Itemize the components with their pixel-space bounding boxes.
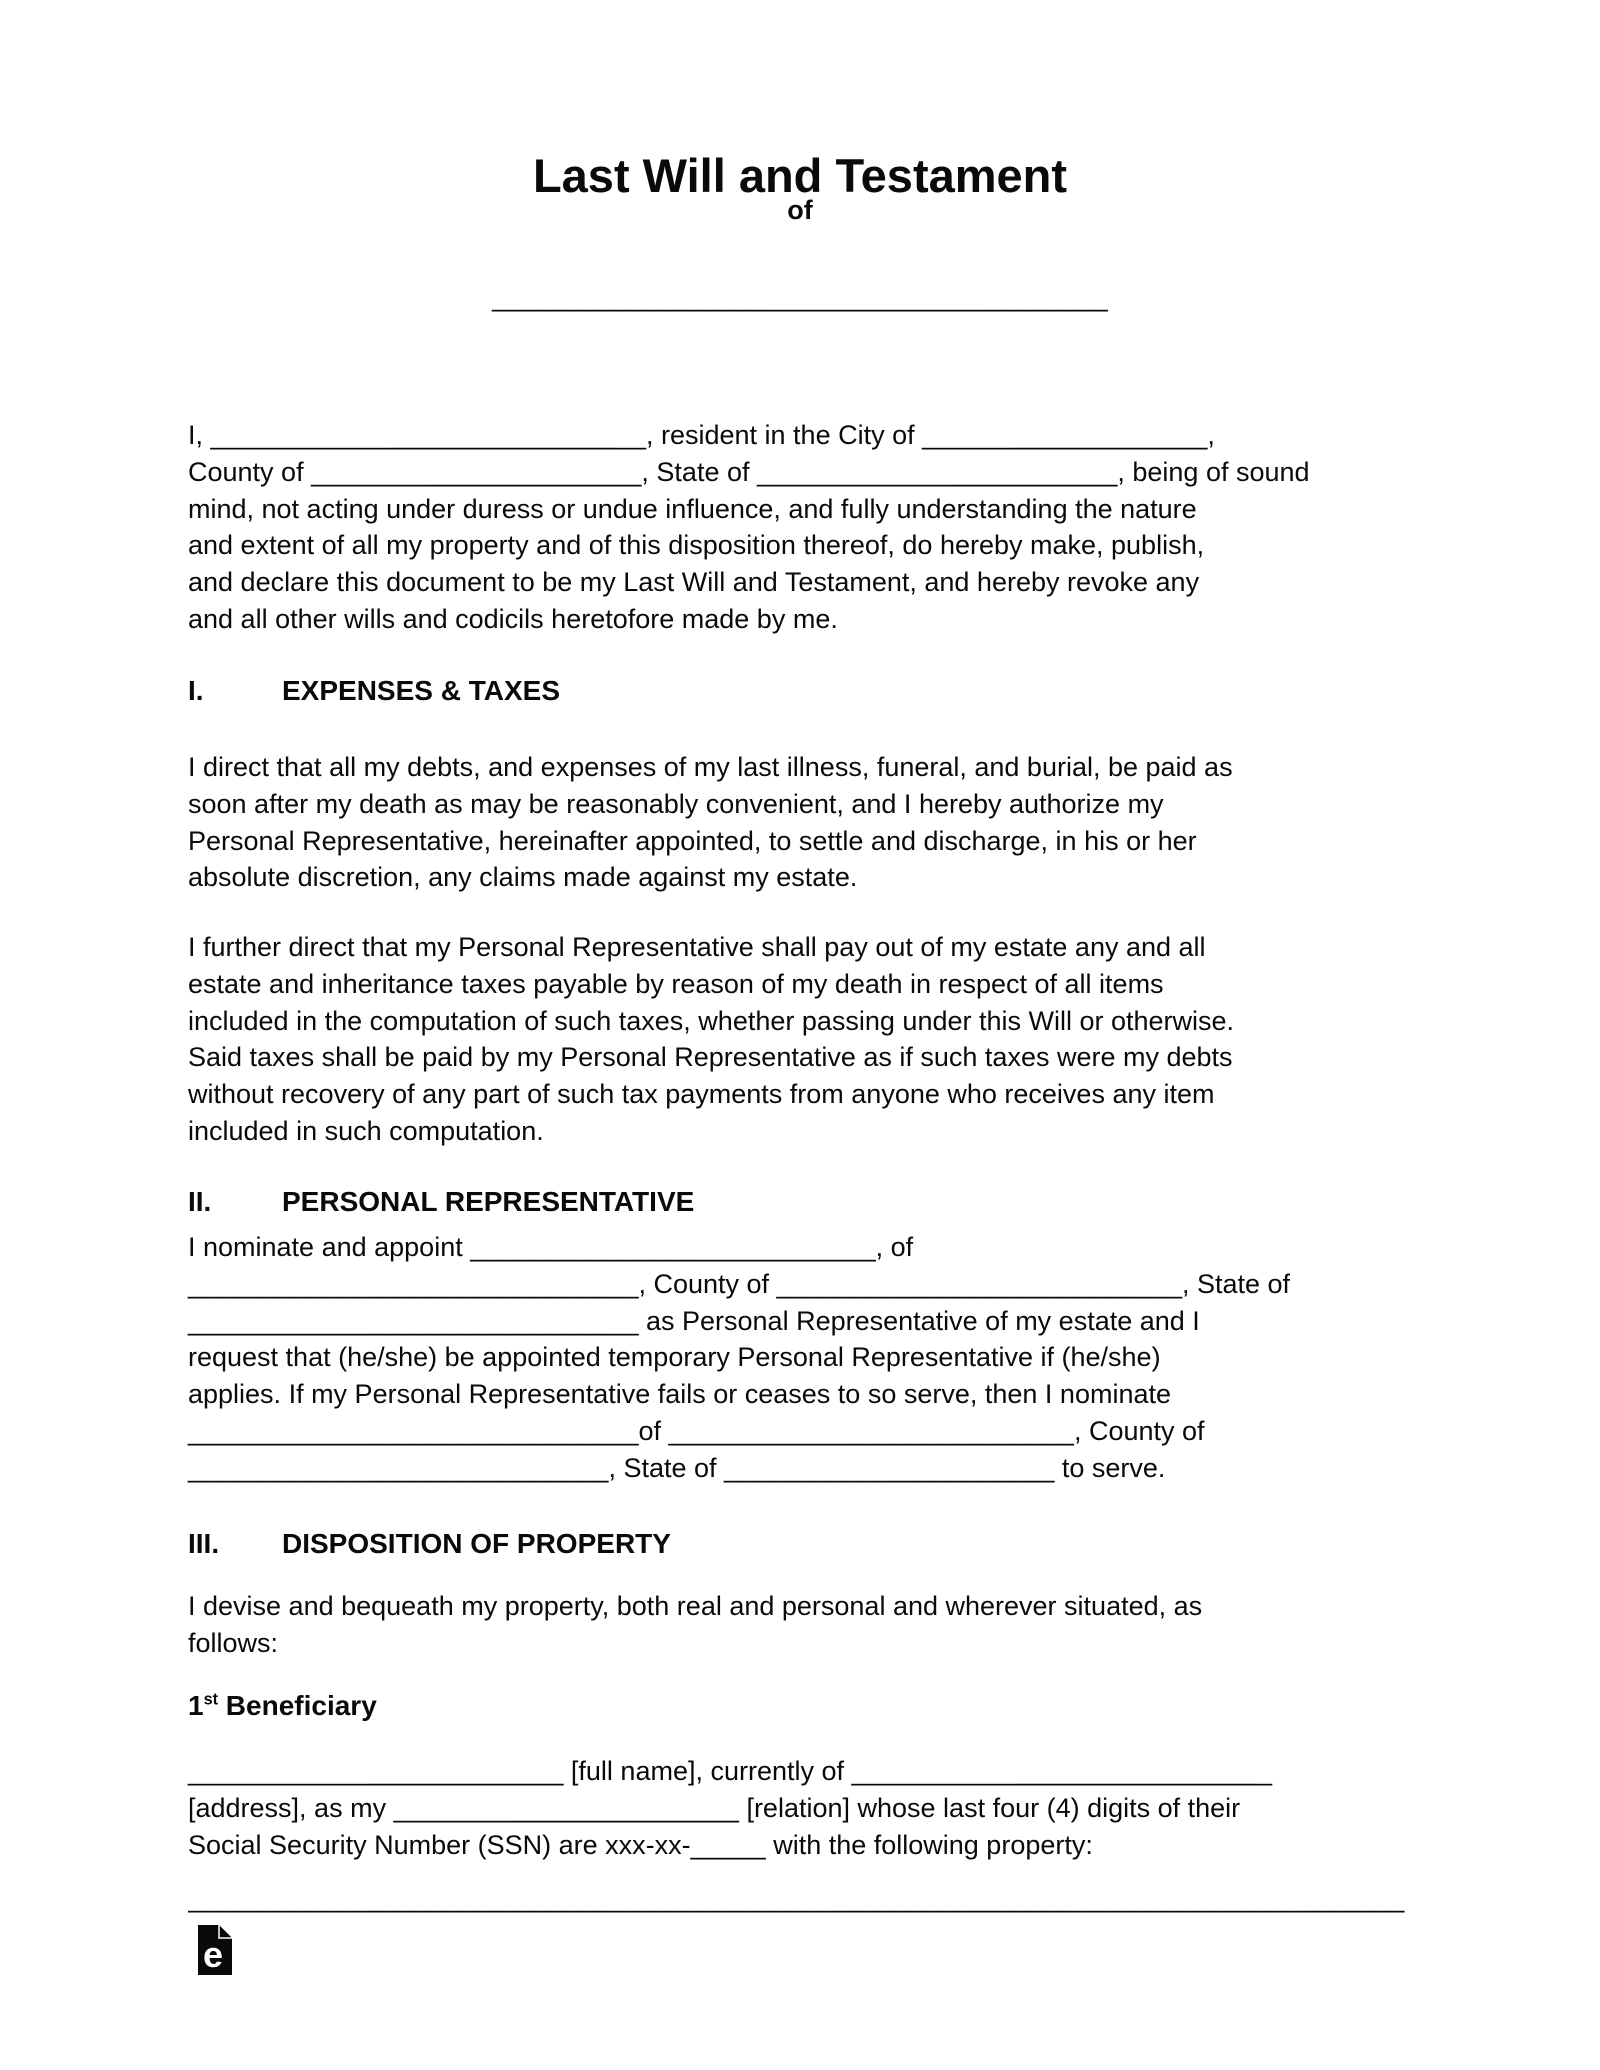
text-line: Personal Representative, hereinafter appointed, to settle and discharge, in his or her — [188, 825, 1197, 856]
text-line: absolute discretion, any claims made against my estate. — [188, 862, 858, 893]
text-line: included in the computation of such taxes, whether passing under this Will or otherwise. — [188, 1005, 1235, 1036]
text-line: Social Security Number (SSN) are xxx-xx-_____ with the following property: — [188, 1829, 1093, 1860]
text-line: [address], as my _______________________ [relation] whose last four (4) digits of their — [188, 1792, 1241, 1823]
beneficiary-1-paragraph — [188, 1753, 1428, 1863]
intro-paragraph — [188, 417, 1428, 638]
beneficiary-label: Beneficiary — [218, 1690, 377, 1721]
text-line: follows: — [188, 1627, 279, 1658]
eforms-logo-letter: e — [203, 1934, 224, 1975]
text-line: estate and inheritance taxes payable by reason of my death in respect of all items — [188, 968, 1164, 999]
section-2-heading — [188, 1183, 1412, 1220]
text-line: request that (he/she) be appointed temporary Personal Representative if (he/she) — [188, 1342, 1161, 1373]
eforms-logo — [198, 1925, 232, 1975]
text-line: _________________________ [full name], currently of ____________________________ — [188, 1756, 1272, 1786]
section-1-title: EXPENSES & TAXES — [282, 675, 561, 706]
text-line: ______________________________ as Personal Representative of my estate and I — [188, 1305, 1200, 1336]
text-line: County of ______________________, State of ________________________, being of sound — [188, 456, 1310, 487]
text-line: I devise and bequeath my property, both real and personal and wherever situated, as — [188, 1591, 1203, 1621]
text-line: I further direct that my Personal Representative shall pay out of my estate any and all — [188, 932, 1206, 962]
beneficiary-ordinal-suffix: st — [203, 1690, 219, 1709]
text-line: ______________________________of ___________________________, County of — [188, 1415, 1205, 1446]
document-title: Last Will and Testament — [532, 149, 1068, 202]
footer-rule: _________________________________________________________________________________ — [188, 1883, 1405, 1913]
beneficiary-1-heading — [188, 1687, 377, 1724]
text-line: included in such computation. — [188, 1115, 544, 1146]
text-line: I, _____________________________, resident in the City of ___________________, — [188, 420, 1215, 450]
section-1-paragraph-2 — [188, 929, 1428, 1150]
section-3-heading — [188, 1525, 1412, 1562]
section-1-paragraph-1 — [188, 749, 1428, 896]
section-2-title: PERSONAL REPRESENTATIVE — [282, 1186, 695, 1217]
text-line: and declare this document to be my Last Will and Testament, and hereby revoke any — [188, 567, 1200, 598]
text-line: without recovery of any part of such tax payments from anyone who receives any item — [188, 1079, 1215, 1110]
text-line: and all other wills and codicils heretofore made by me. — [188, 603, 838, 634]
section-3-number: III. — [188, 1528, 220, 1559]
section-1-number: I. — [188, 675, 204, 706]
section-1-heading — [188, 672, 1412, 709]
text-line: I nominate and appoint ___________________________, of — [188, 1232, 914, 1262]
text-line: applies. If my Personal Representative fails or ceases to so serve, then I nominate — [188, 1379, 1171, 1410]
document-subtitle-of: of — [787, 195, 813, 225]
text-line: ____________________________, State of ______________________ to serve. — [188, 1452, 1166, 1483]
text-line: soon after my death as may be reasonably convenient, and I hereby authorize my — [188, 788, 1164, 819]
text-line: Said taxes shall be paid by my Personal Representative as if such taxes were my debts — [188, 1042, 1233, 1073]
text-line: ______________________________, County of ___________________________, State of — [188, 1268, 1291, 1299]
testator-name-blank: _________________________________________ — [492, 282, 1108, 312]
section-3-title: DISPOSITION OF PROPERTY — [282, 1528, 671, 1559]
section-2-paragraph-1 — [188, 1229, 1428, 1487]
section-2-number: II. — [188, 1186, 212, 1217]
text-line: mind, not acting under duress or undue influence, and fully understanding the nature — [188, 493, 1197, 524]
section-3-paragraph-1 — [188, 1588, 1428, 1662]
eforms-logo-icon — [198, 1925, 232, 1975]
text-line: and extent of all my property and of this disposition thereof, do hereby make, publish, — [188, 530, 1205, 561]
text-line: I direct that all my debts, and expenses of my last illness, funeral, and burial, be paid as — [188, 752, 1233, 782]
beneficiary-number: 1 — [188, 1690, 204, 1721]
